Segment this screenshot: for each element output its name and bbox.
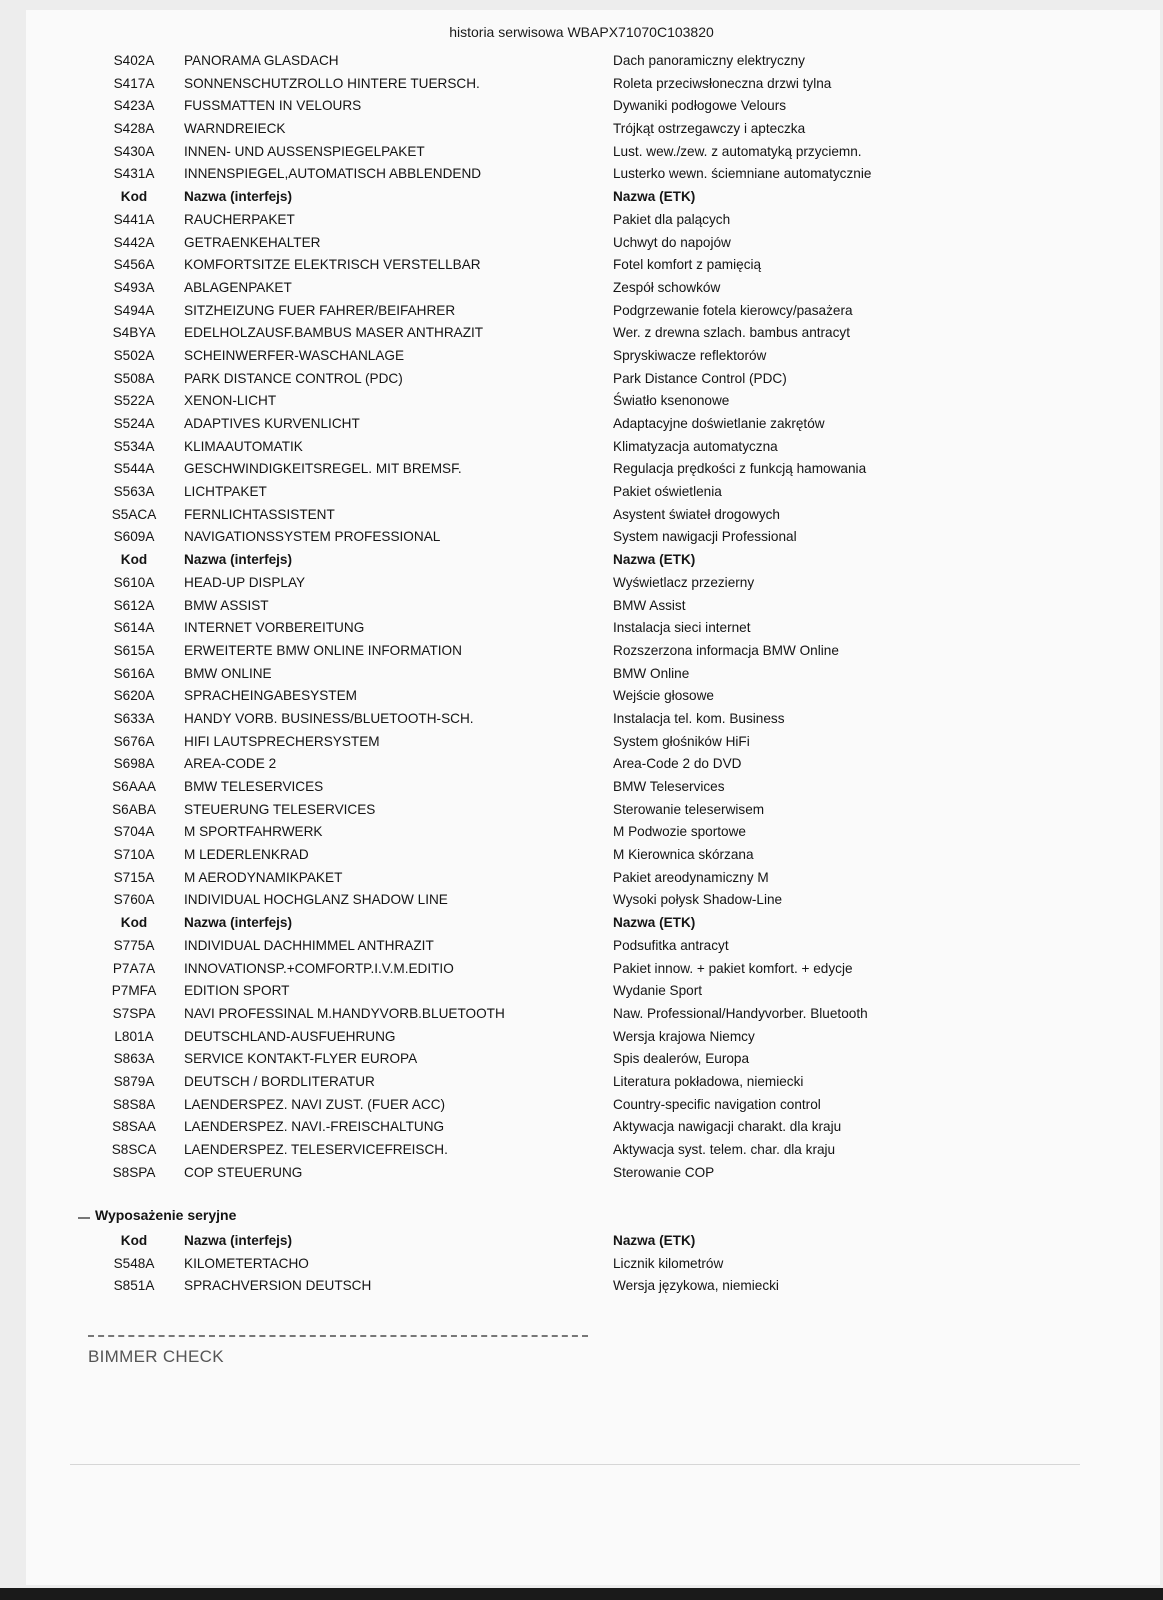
- option-etk-name: BMW Assist: [613, 597, 686, 613]
- option-name: XENON-LICHT: [184, 393, 277, 409]
- option-code: S698A: [113, 756, 155, 772]
- option-name: M AERODYNAMIKPAKET: [184, 869, 343, 885]
- table-row: [0, 209, 1163, 232]
- option-code: S8SCA: [111, 1142, 157, 1157]
- option-etk-name: Podgrzewanie fotela kierowcy/pasażera: [613, 302, 853, 318]
- option-etk-name: M Podwozie sportowe: [613, 824, 746, 840]
- option-name: INDIVIDUAL HOCHGLANZ SHADOW LINE: [184, 892, 448, 908]
- option-name: M SPORTFAHRWERK: [184, 824, 323, 840]
- option-code: S563A: [113, 484, 155, 500]
- table-row: [0, 300, 1163, 323]
- option-name: PANORAMA GLASDACH: [184, 53, 339, 68]
- option-code: S5ACA: [111, 506, 157, 522]
- option-name: PARK DISTANCE CONTROL (PDC): [184, 370, 403, 386]
- option-etk-name: Wer. z drewna szlach. bambus antracyt: [613, 325, 850, 341]
- option-name: HIFI LAUTSPRECHERSYSTEM: [184, 733, 380, 749]
- table-row: [0, 731, 1163, 754]
- option-etk-name: BMW Online: [613, 665, 690, 681]
- table-row: [0, 73, 1163, 96]
- table-row: [0, 413, 1163, 436]
- option-etk-name: Asystent świateł drogowych: [613, 506, 780, 522]
- table-row: [0, 821, 1163, 844]
- table-row: [0, 277, 1163, 300]
- option-code: S615A: [113, 642, 155, 658]
- option-name: INNOVATIONSP.+COMFORTP.I.V.M.EDITIO: [184, 960, 454, 976]
- option-etk-name: Podsufitka antracyt: [613, 937, 729, 953]
- option-code: S502A: [113, 347, 155, 363]
- option-name: EDITION SPORT: [184, 983, 290, 999]
- table-row: [0, 1139, 1163, 1162]
- option-etk-name: Area-Code 2 do DVD: [613, 756, 742, 772]
- table-row: [0, 776, 1163, 799]
- option-code: S609A: [113, 529, 155, 545]
- option-name: HANDY VORB. BUSINESS/BLUETOOTH-SCH.: [184, 710, 474, 726]
- option-code: S879A: [113, 1073, 155, 1089]
- option-etk-name: Wejście głosowe: [613, 688, 714, 704]
- option-name: LAENDERSPEZ. TELESERVICEFREISCH.: [184, 1142, 448, 1157]
- table-row: [0, 1162, 1163, 1185]
- column-header-code: Kod: [120, 189, 148, 205]
- option-etk-name: Dach panoramiczny elektryczny: [613, 53, 805, 68]
- option-name: KILOMETERTACHO: [184, 1255, 309, 1271]
- option-etk-name: Pakiet dla palących: [613, 211, 731, 227]
- option-etk-name: Wersja językowa, niemiecki: [613, 1278, 779, 1294]
- footer-brand: BIMMER CHECK: [88, 1347, 224, 1366]
- option-name: LAENDERSPEZ. NAVI.-FREISCHALTUNG: [184, 1119, 445, 1135]
- table-row: [0, 685, 1163, 708]
- standard-equipment-title: Wyposażenie seryjne: [95, 1207, 237, 1223]
- table-header-row: [0, 186, 1163, 209]
- option-etk-name: Sterowanie teleserwisem: [613, 801, 765, 817]
- option-etk-name: Fotel komfort z pamięcią: [613, 257, 762, 273]
- option-code: S534A: [113, 438, 155, 454]
- option-name: ABLAGENPAKET: [184, 279, 292, 295]
- table-row: [0, 368, 1163, 391]
- option-code: S6ABA: [112, 801, 156, 817]
- option-etk-name: Sterowanie COP: [613, 1164, 715, 1180]
- table-row: [0, 844, 1163, 867]
- option-etk-name: Rozszerzona informacja BMW Online: [613, 642, 839, 658]
- option-etk-name: Wysoki połysk Shadow-Line: [613, 892, 783, 908]
- option-etk-name: Instalacja sieci internet: [613, 620, 751, 636]
- option-name: INTERNET VORBEREITUNG: [184, 620, 365, 636]
- option-etk-name: Pakiet oświetlenia: [613, 484, 722, 500]
- table-row: [0, 481, 1163, 504]
- option-name: SITZHEIZUNG FUER FAHRER/BEIFAHRER: [184, 302, 456, 318]
- option-etk-name: Lust. wew./zew. z automatyką przyciemn.: [613, 143, 862, 159]
- option-etk-name: Światło ksenonowe: [613, 393, 730, 409]
- column-header-code: Kod: [120, 1233, 148, 1248]
- option-name: BMW TELESERVICES: [184, 779, 324, 794]
- standard-equipment-table: [0, 1230, 1163, 1298]
- option-name: FERNLICHTASSISTENT: [184, 506, 335, 522]
- option-name: AREA-CODE 2: [184, 756, 277, 772]
- option-code: S441A: [113, 211, 155, 227]
- option-name: SCHEINWERFER-WASCHANLAGE: [184, 347, 405, 363]
- table-row: [0, 595, 1163, 618]
- option-etk-name: Pakiet areodynamiczny M: [613, 869, 769, 885]
- option-name: GETRAENKEHALTER: [184, 234, 321, 250]
- option-code: S760A: [113, 892, 155, 908]
- option-code: S6AAA: [112, 779, 156, 794]
- option-name: HEAD-UP DISPLAY: [184, 574, 306, 590]
- option-etk-name: M Kierownica skórzana: [613, 847, 754, 863]
- option-code: S610A: [113, 574, 155, 590]
- option-etk-name: Park Distance Control (PDC): [613, 370, 787, 386]
- table-row: [0, 1003, 1163, 1026]
- option-etk-name: Literatura pokładowa, niemiecki: [613, 1073, 804, 1089]
- option-code: S544A: [113, 461, 155, 477]
- scan-edge: [0, 1588, 1163, 1600]
- table-row: [0, 504, 1163, 527]
- column-header-etk: Nazwa (ETK): [613, 552, 696, 568]
- column-header-name: Nazwa (interfejs): [184, 915, 293, 931]
- option-name: INDIVIDUAL DACHHIMMEL ANTHRAZIT: [184, 937, 434, 953]
- option-code: S522A: [113, 393, 155, 409]
- table-row: [0, 958, 1163, 981]
- table-row: [0, 617, 1163, 640]
- option-code: S614A: [113, 620, 155, 636]
- table-row: [0, 458, 1163, 481]
- option-code: S616A: [113, 665, 155, 681]
- option-etk-name: Wersja krajowa Niemcy: [613, 1028, 755, 1044]
- table-row: [0, 889, 1163, 912]
- option-code: P7MFA: [111, 983, 157, 999]
- option-name: M LEDERLENKRAD: [184, 847, 309, 863]
- option-code: S8SPA: [112, 1164, 156, 1180]
- option-etk-name: Trójkąt ostrzegawczy i apteczka: [613, 121, 806, 137]
- option-etk-name: Klimatyzacja automatyczna: [613, 438, 778, 454]
- option-code: S524A: [113, 416, 155, 431]
- option-name: ERWEITERTE BMW ONLINE INFORMATION: [184, 642, 462, 658]
- option-code: S494A: [113, 302, 155, 318]
- document-title: historia serwisowa WBAPX71070C103820: [449, 24, 714, 40]
- option-etk-name: Uchwyt do napojów: [613, 234, 731, 250]
- option-code: S423A: [113, 98, 155, 114]
- option-code: S402A: [113, 53, 155, 68]
- option-name: BMW ASSIST: [184, 597, 269, 613]
- table-row: [0, 935, 1163, 958]
- dashed-divider: [88, 1335, 588, 1337]
- option-name: GESCHWINDIGKEITSREGEL. MIT BREMSF.: [184, 461, 462, 477]
- option-code: S620A: [113, 688, 155, 704]
- option-etk-name: BMW Teleservices: [613, 779, 725, 794]
- option-code: S715A: [113, 869, 155, 885]
- option-name: INNENSPIEGEL,AUTOMATISCH ABBLENDEND: [184, 166, 482, 182]
- table-row: [0, 799, 1163, 822]
- option-name: KLIMAAUTOMATIK: [184, 438, 303, 454]
- option-code: S7SPA: [112, 1005, 156, 1021]
- section-marker: [78, 1217, 90, 1219]
- table-row: [0, 572, 1163, 595]
- option-etk-name: Dywaniki podłogowe Velours: [613, 98, 787, 114]
- option-etk-name: Wydanie Sport: [613, 983, 703, 999]
- table-row: [0, 232, 1163, 255]
- options-table: [0, 50, 1163, 1184]
- option-name: SERVICE KONTAKT-FLYER EUROPA: [184, 1051, 418, 1067]
- option-code: S548A: [113, 1255, 155, 1271]
- option-name: LICHTPAKET: [184, 484, 267, 500]
- table-row: [0, 1048, 1163, 1071]
- option-etk-name: Aktywacja nawigacji charakt. dla kraju: [613, 1119, 842, 1135]
- option-name: STEUERUNG TELESERVICES: [184, 801, 376, 817]
- faint-rule: [70, 1464, 1080, 1465]
- option-code: P7A7A: [112, 960, 156, 976]
- option-name: DEUTSCH / BORDLITERATUR: [184, 1073, 375, 1089]
- table-row: [0, 1116, 1163, 1139]
- table-row: [0, 663, 1163, 686]
- option-name: BMW ONLINE: [184, 665, 272, 681]
- option-etk-name: Spryskiwacze reflektorów: [613, 347, 767, 363]
- option-name: SPRACHEINGABESYSTEM: [184, 688, 357, 704]
- option-code: S863A: [113, 1051, 155, 1067]
- option-name: WARNDREIECK: [184, 121, 286, 137]
- option-etk-name: Regulacja prędkości z funkcją hamowania: [613, 461, 867, 477]
- option-code: S4BYA: [112, 325, 156, 341]
- option-etk-name: Adaptacyjne doświetlanie zakrętów: [613, 416, 825, 431]
- option-name: LAENDERSPEZ. NAVI ZUST. (FUER ACC): [184, 1096, 446, 1112]
- option-etk-name: Zespół schowków: [613, 279, 721, 295]
- column-header-code: Kod: [120, 552, 148, 568]
- option-etk-name: Wyświetlacz przezierny: [613, 574, 755, 590]
- option-name: RAUCHERPAKET: [184, 211, 295, 227]
- table-row: [0, 980, 1163, 1003]
- option-code: S428A: [113, 121, 155, 137]
- option-code: L801A: [114, 1028, 154, 1044]
- option-name: SONNENSCHUTZROLLO HINTERE TUERSCH.: [184, 75, 480, 91]
- option-name: NAVIGATIONSSYSTEM PROFESSIONAL: [184, 529, 441, 545]
- option-code: S493A: [113, 279, 155, 295]
- option-etk-name: Pakiet innow. + pakiet komfort. + edycje: [613, 960, 853, 976]
- option-code: S775A: [113, 937, 155, 953]
- table-row: [0, 345, 1163, 368]
- table-row: [0, 1071, 1163, 1094]
- table-row: [0, 95, 1163, 118]
- column-header-etk: Nazwa (ETK): [613, 1233, 696, 1248]
- column-header-code: Kod: [120, 915, 148, 931]
- table-row: [0, 322, 1163, 345]
- table-header-row: [0, 549, 1163, 572]
- table-row: [0, 118, 1163, 141]
- table-row: [0, 1026, 1163, 1049]
- option-code: S710A: [113, 847, 155, 863]
- column-header-etk: Nazwa (ETK): [613, 189, 696, 205]
- column-header-name: Nazwa (interfejs): [184, 1233, 293, 1248]
- table-row: [0, 753, 1163, 776]
- table-row: [0, 141, 1163, 164]
- table-row: [0, 526, 1163, 549]
- option-etk-name: Lusterko wewn. ściemniane automatycznie: [613, 166, 872, 182]
- table-row: [0, 1275, 1163, 1298]
- table-row: [0, 254, 1163, 277]
- table-row: [0, 708, 1163, 731]
- option-code: S431A: [113, 166, 155, 182]
- option-name: SPRACHVERSION DEUTSCH: [184, 1278, 372, 1294]
- option-etk-name: Country-specific navigation control: [613, 1096, 821, 1112]
- option-etk-name: Licznik kilometrów: [613, 1255, 724, 1271]
- option-code: S456A: [113, 257, 155, 273]
- table-row: [0, 1094, 1163, 1117]
- option-name: NAVI PROFESSINAL M.HANDYVORB.BLUETOOTH: [184, 1005, 505, 1021]
- option-code: S851A: [113, 1278, 155, 1294]
- option-name: ADAPTIVES KURVENLICHT: [184, 416, 360, 431]
- option-name: INNEN- UND AUSSENSPIEGELPAKET: [184, 143, 425, 159]
- option-code: S508A: [113, 370, 155, 386]
- option-etk-name: System głośników HiFi: [613, 733, 750, 749]
- option-code: S442A: [113, 234, 155, 250]
- column-header-name: Nazwa (interfejs): [184, 189, 293, 205]
- option-code: S633A: [113, 710, 155, 726]
- option-etk-name: Aktywacja syst. telem. char. dla kraju: [613, 1142, 836, 1157]
- option-code: S704A: [113, 824, 155, 840]
- option-name: EDELHOLZAUSF.BAMBUS MASER ANTHRAZIT: [184, 325, 484, 341]
- option-code: S612A: [113, 597, 155, 613]
- table-row: [0, 163, 1163, 186]
- option-code: S430A: [113, 143, 155, 159]
- option-name: FUSSMATTEN IN VELOURS: [184, 98, 362, 114]
- table-row: [0, 640, 1163, 663]
- option-name: KOMFORTSITZE ELEKTRISCH VERSTELLBAR: [184, 257, 481, 273]
- table-row: [0, 436, 1163, 459]
- column-header-etk: Nazwa (ETK): [613, 915, 696, 931]
- option-etk-name: System nawigacji Professional: [613, 529, 797, 545]
- table-row: [0, 1253, 1163, 1276]
- option-etk-name: Naw. Professional/Handyvorber. Bluetooth: [613, 1005, 868, 1021]
- table-header-row: [0, 912, 1163, 935]
- option-etk-name: Roleta przeciwsłoneczna drzwi tylna: [613, 75, 832, 91]
- option-code: S8SAA: [112, 1119, 156, 1135]
- table-header-row: [0, 1230, 1163, 1253]
- option-code: S676A: [113, 733, 155, 749]
- table-row: [0, 390, 1163, 413]
- option-name: COP STEUERUNG: [184, 1164, 303, 1180]
- column-header-name: Nazwa (interfejs): [184, 552, 293, 568]
- option-code: S8S8A: [112, 1096, 156, 1112]
- option-etk-name: Instalacja tel. kom. Business: [613, 710, 785, 726]
- table-row: [0, 50, 1163, 73]
- option-etk-name: Spis dealerów, Europa: [613, 1051, 750, 1067]
- table-row: [0, 867, 1163, 890]
- option-code: S417A: [113, 75, 155, 91]
- option-name: DEUTSCHLAND-AUSFUEHRUNG: [184, 1028, 396, 1044]
